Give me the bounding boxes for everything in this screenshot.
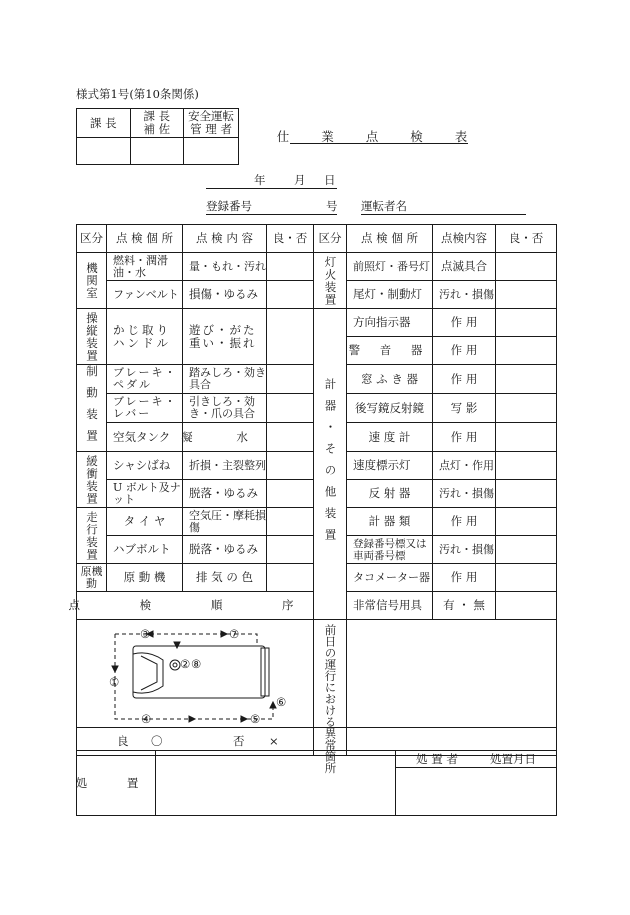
result-cell[interactable] bbox=[267, 365, 314, 394]
stamp-box[interactable] bbox=[130, 138, 184, 165]
result-cell[interactable] bbox=[267, 309, 314, 365]
col-point: 点 検 個 所 bbox=[116, 231, 173, 245]
step-3-marker: ③ bbox=[140, 627, 151, 641]
vehicle-diagram bbox=[77, 620, 315, 726]
disposal-field[interactable] bbox=[156, 751, 396, 816]
stamp-box[interactable] bbox=[77, 138, 131, 165]
table-row: 走行装置 タ イ ヤ 空気圧・摩耗損傷 計 器 類 作 用 bbox=[77, 508, 557, 536]
page-title: 仕 業 点 検 表 bbox=[276, 128, 482, 144]
table-row: 緩衝装置 シャシばね 折損・主裂整列 速度標示灯 点灯・作用 bbox=[77, 452, 557, 480]
legend-good-label: 良 bbox=[117, 734, 129, 748]
step-5-marker: ⑤ bbox=[250, 712, 261, 726]
stamp-box[interactable] bbox=[184, 138, 239, 165]
result-cell[interactable] bbox=[267, 281, 314, 309]
result-cell[interactable] bbox=[496, 423, 557, 452]
result-cell[interactable] bbox=[496, 253, 557, 281]
inspection-order-diagram bbox=[77, 620, 314, 728]
category-engine-room: 機関室 bbox=[85, 261, 99, 300]
result-cell[interactable] bbox=[496, 508, 557, 536]
category-braking: 制動装置 bbox=[85, 365, 99, 451]
category-meters-other: 計器・その他装置 bbox=[323, 378, 338, 550]
legend-bad-mark: × bbox=[269, 734, 279, 748]
col-content-2: 点検内容 bbox=[441, 231, 487, 245]
step-2-marker: ② bbox=[180, 657, 191, 671]
result-cell[interactable] bbox=[496, 365, 557, 394]
result-cell[interactable] bbox=[267, 452, 314, 480]
registration-number-field[interactable]: 登録番号 号 bbox=[206, 199, 338, 213]
date-field[interactable]: 年 月 日 bbox=[206, 174, 337, 189]
handler-field[interactable] bbox=[396, 768, 557, 816]
legend-bad-label: 否 bbox=[233, 734, 245, 748]
result-cell[interactable] bbox=[267, 423, 314, 452]
category-running-gear: 走行装置 bbox=[85, 510, 99, 561]
col-result: 良・否 bbox=[272, 231, 308, 245]
approval-col-safety-manager: 安全運転 管 理 者 bbox=[184, 109, 239, 138]
handler-label: 処 置 者 bbox=[416, 751, 458, 766]
step-6-marker: ⑥ bbox=[276, 695, 287, 709]
legend-good-mark: 〇 bbox=[151, 734, 163, 748]
handled-date-label: 処置月日 bbox=[489, 751, 536, 766]
diagram-row bbox=[77, 620, 557, 728]
result-cell[interactable] bbox=[267, 394, 314, 423]
step-4-marker: ④ bbox=[141, 712, 152, 726]
disposal-handler-header bbox=[396, 753, 556, 766]
approval-col-deputy: 課 長 補 佐 bbox=[130, 109, 184, 138]
result-cell[interactable] bbox=[496, 337, 557, 365]
table-header-row bbox=[77, 225, 557, 253]
col-point-2: 点 検 個 所 bbox=[361, 231, 418, 245]
inspection-order-label: 点 検 順 序 bbox=[68, 598, 322, 612]
result-cell[interactable] bbox=[267, 536, 314, 564]
table-row: U ボルト及ナット 脱落・ゆるみ 反 射 器 汚れ・損傷 bbox=[77, 480, 557, 508]
table-row: 操縦装置 かじ取りハンドル 遊び・がた 重い・振れ 計器・その他装置 方向指示器 作 用 bbox=[77, 309, 557, 337]
table-row: ブレーキ・レバー 引きしろ・効き・爪の具合 後写鏡反射鏡 写 影 bbox=[77, 394, 557, 423]
disposal-label: 処 置 bbox=[75, 775, 157, 790]
col-content: 点 検 内 容 bbox=[196, 231, 253, 245]
table-row: 機関室 燃料・潤滑油・水 量・もれ・汚れ 灯火装置 前照灯・番号灯 点滅具合 bbox=[77, 253, 557, 281]
approval-col-section-chief: 課 長 bbox=[77, 109, 131, 138]
col-category: 区分 bbox=[80, 231, 103, 245]
category-prime-mover: 原機動 bbox=[80, 564, 103, 590]
step-8-marker: ⑧ bbox=[191, 657, 202, 671]
table-row: 制動装置 ブレーキ・ペダル 踏みしろ・効き具合 窓 ふ き 器 作 用 bbox=[77, 365, 557, 394]
result-cell[interactable] bbox=[267, 564, 314, 592]
result-cell[interactable] bbox=[496, 536, 557, 564]
result-cell[interactable] bbox=[496, 309, 557, 337]
driver-name-field[interactable]: 運転者名 bbox=[361, 200, 526, 215]
result-cell[interactable] bbox=[496, 480, 557, 508]
previous-day-abnormalities-field[interactable] bbox=[347, 620, 557, 728]
table-row: 警 音 器 作 用 bbox=[77, 337, 557, 365]
table-row: 空気タンク 凝 水 速 度 計 作 用 bbox=[77, 423, 557, 452]
result-cell[interactable] bbox=[496, 564, 557, 592]
category-steering: 操縦装置 bbox=[85, 311, 99, 362]
col-category-2: 区分 bbox=[318, 231, 342, 245]
table-row: 原機動 原 動 機 排 気 の 色 タコメーター器 作 用 bbox=[77, 564, 557, 592]
result-cell[interactable] bbox=[267, 480, 314, 508]
result-cell[interactable] bbox=[267, 253, 314, 281]
result-cell[interactable] bbox=[267, 508, 314, 536]
result-cell[interactable] bbox=[496, 592, 557, 620]
result-cell[interactable] bbox=[496, 281, 557, 309]
category-lights: 灯火装置 bbox=[323, 255, 338, 306]
category-suspension: 緩衝装置 bbox=[85, 454, 99, 505]
col-result-2: 良・否 bbox=[508, 231, 544, 245]
step-7-marker: ⑦ bbox=[229, 627, 240, 641]
form-number: 様式第1号(第10条関係) bbox=[76, 87, 199, 101]
result-cell[interactable] bbox=[496, 394, 557, 423]
approval-stamp-table bbox=[76, 108, 239, 165]
disposal-table bbox=[76, 750, 557, 816]
result-cell[interactable] bbox=[496, 452, 557, 480]
step-1-marker: ① bbox=[109, 675, 120, 689]
table-row: ファンベルト 損傷・ゆるみ 尾灯・制動灯 汚れ・損傷 bbox=[77, 281, 557, 309]
table-row: ハブボルト 脱落・ゆるみ 登録番号標又は車両番号標 汚れ・損傷 bbox=[77, 536, 557, 564]
previous-day-abnormalities-label: 前日の運行における異常箇所 bbox=[323, 624, 338, 774]
table-row: 点 検 順 序 非常信号用具 有 ・ 無 bbox=[77, 592, 557, 620]
